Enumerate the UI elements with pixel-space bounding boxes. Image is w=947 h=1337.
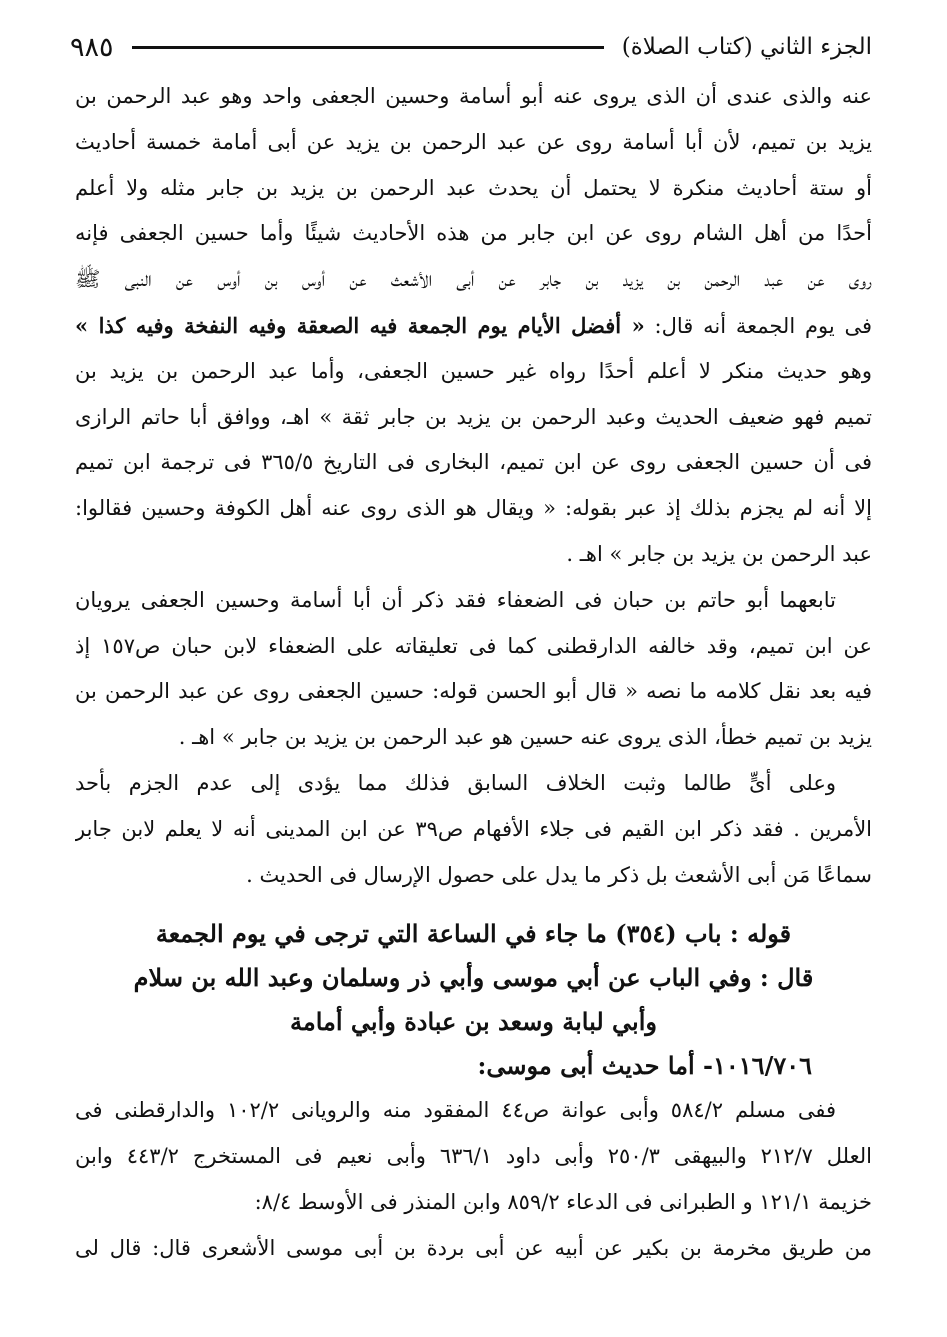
text-line: عبد الرحمن بن يزيد بن جابر » اهـ . [566, 541, 872, 566]
text-line: عن ابن تميم، وقد خالفه الدارقطنى كما فى تعليقاته على الضعفاء لابن حبان ص١٥٧ إذ [75, 633, 872, 658]
text-line: أو ستة أحاديث منكرة لا يحتمل أن يحدث عبد الرحمن بن يزيد بن جابر مثله ولا أعلم [75, 175, 872, 200]
text-line: من طريق مخرمة بن بكير عن أبيه عن أبى بردة بن أبى موسى الأشعرى قال: قال لى [75, 1235, 872, 1260]
text-line: وعلى أىٍّ طالما وثبت الخلاف السابق فذلك مما يؤدى إلى عدم الجزم بأحد [75, 770, 836, 795]
running-title: الجزء الثاني (كتاب الصلاة) [621, 34, 872, 60]
text-line: فى أن حسين الجعفى روى عن ابن تميم، البخارى فى التاريخ ٣٦٥/٥ فى ترجمة ابن تميم [75, 450, 872, 475]
page-header [70, 22, 872, 72]
text-line: يزيد بن تميم خطأ، الذى يروى عنه حسين هو عبد الرحمن بن يزيد بن جابر » اهـ . [178, 725, 872, 750]
section-title: ١٠١٦/٧٠٦- أما حديث أبى موسى: [477, 1051, 812, 1081]
text-line: تابعهما أبو حاتم بن حبان فى الضعفاء فقد ذكر أن أبا أسامة وحسين الجعفى يرويان [75, 587, 836, 612]
text-line: خزيمة ١٢١/١ و الطبرانى فى الدعاء ٨٥٩/٢ وابن المنذر فى الأوسط ٨/٤: [254, 1189, 872, 1214]
page-body [75, 74, 872, 1272]
hadith-prefix: فى يوم الجمعة أنه قال: [644, 313, 872, 338]
text-line: تميم فهو ضعيف الحديث وعبد الرحمن بن يزيد بن جابر ثقة » اهـ، ووافق أبا حاتم الرازى [75, 404, 872, 429]
header-rule [132, 46, 604, 49]
chapter-line-3: وأبي لبابة وسعد بن عبادة وأبي أمامة [290, 1007, 657, 1037]
chapter-heading [75, 912, 872, 1044]
text-line: سماعًا مَن أبى الأشعث بل ذكر ما يدل على حصول الإرسال فى الحديث . [246, 862, 872, 887]
text-line: عنه والذى عندى أن الذى يروى عنه أبو أسامة وحسين الجعفى واحد وهو عبد الرحمن بن [75, 84, 872, 108]
paragraph-1 [75, 74, 872, 578]
text-line: إلا أنه لم يجزم بذلك إذ عبر بقوله: « ويقال هو الذى روى عنه أهل الكوفة وحسين فقالوا: [75, 496, 872, 521]
text-line: الأمرين . فقد ذكر ابن القيم فى جلاء الأفهام ص٣٩ عن ابن المدينى أنه لا يعلم لابن جابر [75, 816, 872, 841]
text-line: يزيد بن تميم، لأن أبا أسامة روى عن عبد الرحمن بن يزيد عن أبى أمامة خمسة أحاديث [75, 129, 872, 154]
page-number: ٩٨٥ [70, 31, 114, 63]
chapter-title: قوله : باب (٣٥٤) ما جاء في الساعة التي ترجى في يوم الجمعة [155, 919, 792, 949]
text-line: فيه بعد نقل كلامه ما نصه « قال أبو الحسن قوله: حسين الجعفى روى عن عبد الرحمن بن [75, 679, 872, 704]
text-line: أحدًا من أهل الشام روى عن ابن جابر من هذه الأحاديث شيئًا وأما حسين الجعفى فإنه [75, 221, 872, 246]
hadith-line [75, 303, 872, 349]
paragraph-2 [75, 578, 872, 761]
text-line: ففى مسلم ٥٨٤/٢ وأبى عوانة ص٤٤ المفقود منه والرويانى ١٠٢/٢ والدارقطنى فى [75, 1098, 836, 1123]
spacer [75, 898, 872, 912]
chapter-line-2: قال : وفي الباب عن أبي موسى وأبي ذر وسلمان وعبد الله بن سلام [133, 963, 814, 993]
paragraph-4 [75, 1088, 872, 1225]
hadith-quote: « أفضل الأيام يوم الجمعة فيه الصعقة وفيه النفخة وفيه كذا » [75, 312, 645, 338]
text-line: وهو حديث منكر لا أعلم أحدًا رواه غير حسين الجعفى، وأما عبد الرحمن بن يزيد بن [75, 358, 872, 383]
paragraph-5 [75, 1226, 872, 1272]
text-line: العلل ٢١٢/٧ والبيهقى ٢٥٠/٣ وأبى داود ٦٣٦/١ وأبى نعيم فى المستخرج ٤٤٣/٢ وابن [75, 1144, 872, 1169]
text-line: روى عن عبد الرحمن بن يزيد بن جابر عن أبى الأشعث عن أوس بن أوس عن النبى ﷺ [75, 267, 872, 292]
paragraph-3 [75, 761, 872, 898]
